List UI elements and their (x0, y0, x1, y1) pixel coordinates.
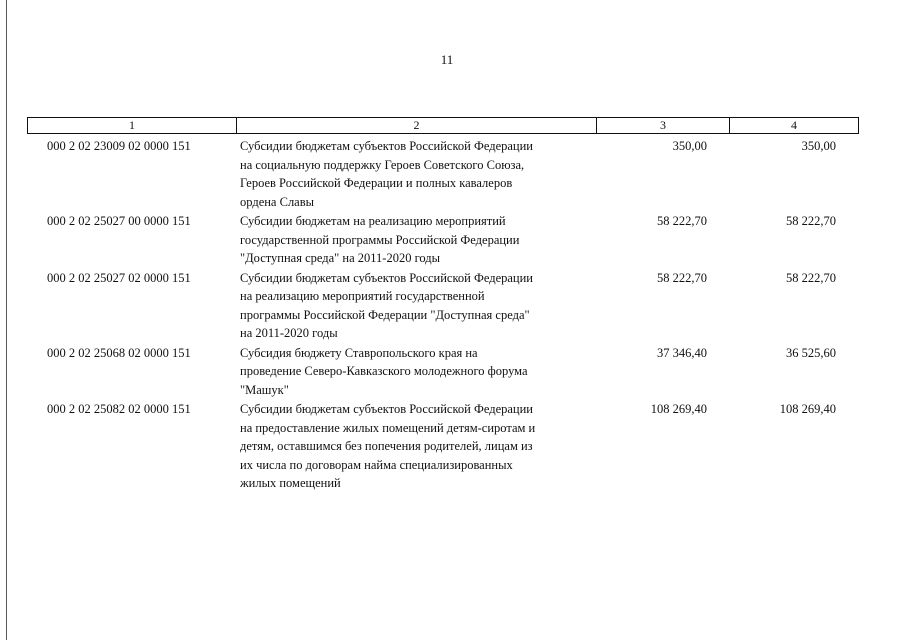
budget-code: 000 2 02 25068 02 0000 151 (47, 345, 191, 360)
description-line: "Машук" (240, 382, 289, 397)
column-header-1: 1 (28, 118, 237, 133)
amount-column-4: 108 269,40 (779, 402, 836, 416)
amount-column-3: 350,00 (672, 139, 707, 153)
table-row (27, 212, 859, 268)
amount-column-4: 36 525,60 (786, 345, 836, 360)
description-line: государственной программы Российской Федерации (240, 232, 520, 247)
column-header-3: 3 (597, 118, 730, 133)
row-description (236, 344, 596, 400)
budget-code: 000 2 02 23009 02 0000 151 (47, 139, 191, 153)
budget-code: 000 2 02 25082 02 0000 151 (47, 402, 191, 416)
description-line: проведение Северо-Кавказского молодежного форума (240, 364, 528, 378)
column-header-4: 4 (791, 118, 797, 132)
amount-column-4: 350,00 (801, 139, 836, 153)
description-line: на реализацию мероприятий государственной (240, 289, 485, 303)
row-description (236, 212, 596, 268)
amount-column-3: 58 222,70 (657, 270, 707, 285)
description-line: Субсидии бюджетам субъектов Российской Федерации (240, 139, 533, 153)
description-line: Субсидии бюджетам субъектов Российской Федерации (240, 402, 533, 416)
table-header-row (27, 117, 859, 134)
amount-column-3: 108 269,40 (650, 402, 707, 416)
description-line: на предоставление жилых помещений детям-сиротам и (240, 420, 536, 435)
description-line: программы Российской Федерации "Доступная среда" (240, 307, 530, 322)
table-row (27, 269, 859, 343)
row-description (236, 400, 596, 493)
amount-column-4: 58 222,70 (786, 214, 836, 228)
page-number: 11 (440, 52, 454, 67)
description-line: Субсидии бюджетам на реализацию мероприятий (240, 214, 506, 228)
description-line: Героев Российской Федерации и полных кавалеров (240, 176, 513, 190)
table-row (27, 137, 859, 211)
description-line: Субсидии бюджетам субъектов Российской Федерации (240, 270, 533, 285)
amount-column-3: 58 222,70 (657, 214, 707, 228)
amount-column-4: 58 222,70 (786, 270, 836, 285)
description-line: "Доступная среда" на 2011-2020 годы (240, 251, 441, 265)
description-line: их числа по договорам найма специализированных (240, 457, 513, 472)
budget-code: 000 2 02 25027 00 0000 151 (47, 214, 191, 228)
row-description (236, 137, 596, 211)
row-description (236, 269, 596, 343)
scan-edge-line (6, 0, 7, 640)
description-line: жилых помещений (240, 476, 341, 490)
description-line: на 2011-2020 годы (240, 326, 338, 340)
description-line: на социальную поддержку Героев Советского Союза, (240, 157, 525, 172)
table-body (27, 137, 859, 493)
description-line: ордена Славы (240, 194, 315, 209)
budget-code: 000 2 02 25027 02 0000 151 (47, 270, 191, 285)
table-row (27, 344, 859, 400)
description-line: Субсидия бюджету Ставропольского края на (240, 345, 478, 360)
amount-column-3: 37 346,40 (657, 345, 707, 360)
column-header-2: 2 (237, 118, 597, 133)
description-line: детям, оставшимся без попечения родителей, лицам из (240, 439, 533, 453)
table-row (27, 400, 859, 493)
